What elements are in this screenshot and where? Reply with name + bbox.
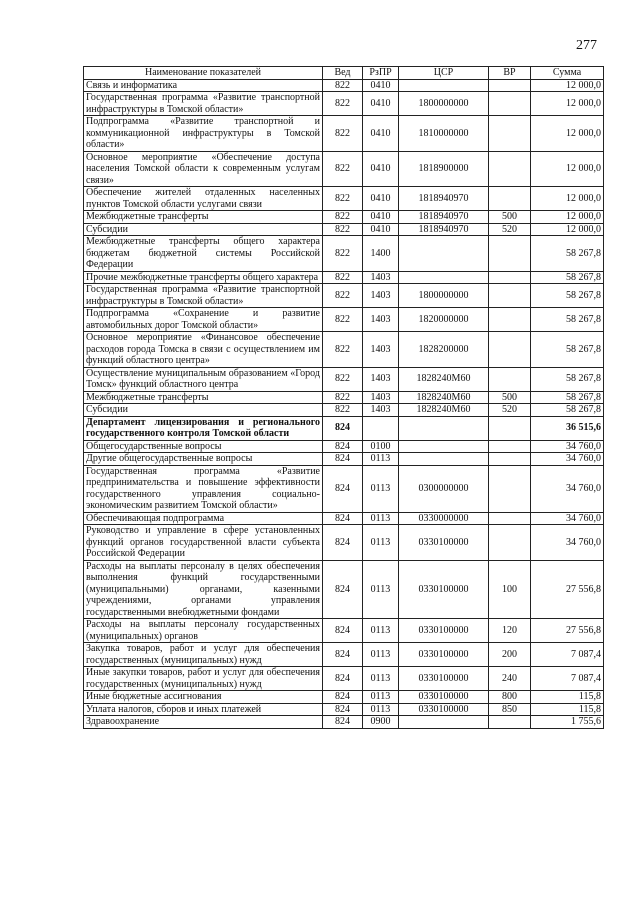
cell-vr bbox=[489, 512, 531, 525]
cell-ved: 824 bbox=[323, 667, 363, 691]
cell-csr: 1810000000 bbox=[399, 116, 489, 152]
cell-sum: 34 760,0 bbox=[531, 512, 604, 525]
cell-vr: 800 bbox=[489, 691, 531, 704]
cell-rzpr: 1403 bbox=[363, 367, 399, 391]
cell-rzpr: 0113 bbox=[363, 465, 399, 512]
cell-csr: 0330100000 bbox=[399, 643, 489, 667]
table-row bbox=[84, 560, 604, 619]
cell-sum: 12 000,0 bbox=[531, 187, 604, 211]
cell-vr bbox=[489, 416, 531, 440]
cell-csr: 1818940970 bbox=[399, 223, 489, 236]
cell-ved: 824 bbox=[323, 703, 363, 716]
table-header-row bbox=[84, 67, 604, 80]
cell-sum: 58 267,8 bbox=[531, 236, 604, 272]
cell-vr: 500 bbox=[489, 211, 531, 224]
table-row bbox=[84, 643, 604, 667]
cell-ved: 824 bbox=[323, 560, 363, 619]
cell-rzpr bbox=[363, 416, 399, 440]
cell-sum: 34 760,0 bbox=[531, 453, 604, 466]
cell-sum: 7 087,4 bbox=[531, 643, 604, 667]
table-row bbox=[84, 332, 604, 368]
cell-name: Государственная программа «Развитие предпринимательства и повышение эффективности государственного управления социально-экономическим развитием Томской области» bbox=[84, 465, 323, 512]
cell-name: Департамент лицензирования и регионального государственного контроля Томской области bbox=[84, 416, 323, 440]
cell-csr: 1800000000 bbox=[399, 284, 489, 308]
cell-sum: 58 267,8 bbox=[531, 391, 604, 404]
cell-csr bbox=[399, 453, 489, 466]
cell-rzpr: 0113 bbox=[363, 691, 399, 704]
cell-csr: 1818940970 bbox=[399, 187, 489, 211]
table-row bbox=[84, 236, 604, 272]
cell-sum: 12 000,0 bbox=[531, 223, 604, 236]
cell-sum: 12 000,0 bbox=[531, 92, 604, 116]
table-row bbox=[84, 79, 604, 92]
cell-rzpr: 0410 bbox=[363, 211, 399, 224]
cell-rzpr: 1403 bbox=[363, 308, 399, 332]
cell-sum: 34 760,0 bbox=[531, 440, 604, 453]
cell-name: Общегосударственные вопросы bbox=[84, 440, 323, 453]
cell-name: Связь и информатика bbox=[84, 79, 323, 92]
cell-rzpr: 0410 bbox=[363, 151, 399, 187]
cell-vr bbox=[489, 308, 531, 332]
cell-vr bbox=[489, 151, 531, 187]
cell-vr bbox=[489, 79, 531, 92]
cell-csr bbox=[399, 271, 489, 284]
cell-rzpr: 0410 bbox=[363, 223, 399, 236]
cell-ved: 822 bbox=[323, 92, 363, 116]
table-row bbox=[84, 512, 604, 525]
header-name: Наименование показателей bbox=[84, 67, 323, 80]
cell-csr: 0330100000 bbox=[399, 525, 489, 561]
cell-name: Субсидии bbox=[84, 223, 323, 236]
cell-csr bbox=[399, 716, 489, 729]
table-row bbox=[84, 211, 604, 224]
cell-sum: 36 515,6 bbox=[531, 416, 604, 440]
cell-ved: 824 bbox=[323, 453, 363, 466]
cell-vr bbox=[489, 92, 531, 116]
cell-rzpr: 0113 bbox=[363, 525, 399, 561]
cell-vr: 100 bbox=[489, 560, 531, 619]
cell-name: Обеспечение жителей отдаленных населенных пунктов Томской области услугами связи bbox=[84, 187, 323, 211]
cell-ved: 822 bbox=[323, 79, 363, 92]
cell-sum: 115,8 bbox=[531, 691, 604, 704]
cell-rzpr: 0113 bbox=[363, 643, 399, 667]
cell-csr: 0330100000 bbox=[399, 619, 489, 643]
cell-ved: 824 bbox=[323, 691, 363, 704]
table-row bbox=[84, 391, 604, 404]
cell-csr: 1828200000 bbox=[399, 332, 489, 368]
cell-vr: 120 bbox=[489, 619, 531, 643]
table-row bbox=[84, 525, 604, 561]
cell-sum: 27 556,8 bbox=[531, 560, 604, 619]
cell-sum: 12 000,0 bbox=[531, 211, 604, 224]
cell-ved: 822 bbox=[323, 284, 363, 308]
cell-name: Основное мероприятие «Финансовое обеспечение расходов города Томска в связи с осуществлением им функций областного центра» bbox=[84, 332, 323, 368]
cell-ved: 824 bbox=[323, 643, 363, 667]
table-row bbox=[84, 223, 604, 236]
cell-rzpr: 1403 bbox=[363, 284, 399, 308]
cell-ved: 822 bbox=[323, 236, 363, 272]
header-vr: ВР bbox=[489, 67, 531, 80]
cell-rzpr: 1403 bbox=[363, 271, 399, 284]
cell-vr bbox=[489, 367, 531, 391]
table-row bbox=[84, 187, 604, 211]
table-row bbox=[84, 716, 604, 729]
cell-name: Обеспечивающая подпрограмма bbox=[84, 512, 323, 525]
cell-ved: 824 bbox=[323, 465, 363, 512]
cell-sum: 34 760,0 bbox=[531, 525, 604, 561]
cell-rzpr: 0113 bbox=[363, 667, 399, 691]
cell-csr bbox=[399, 236, 489, 272]
cell-sum: 27 556,8 bbox=[531, 619, 604, 643]
cell-ved: 822 bbox=[323, 223, 363, 236]
cell-name: Межбюджетные трансферты общего характера бюджетам бюджетной системы Российской Федерации bbox=[84, 236, 323, 272]
cell-name: Основное мероприятие «Обеспечение доступа населения Томской области к современным услугам связи» bbox=[84, 151, 323, 187]
header-rzpr: РзПР bbox=[363, 67, 399, 80]
table-row bbox=[84, 691, 604, 704]
cell-ved: 824 bbox=[323, 716, 363, 729]
cell-sum: 1 755,6 bbox=[531, 716, 604, 729]
table-row bbox=[84, 667, 604, 691]
cell-ved: 822 bbox=[323, 151, 363, 187]
table-row bbox=[84, 619, 604, 643]
cell-rzpr: 1400 bbox=[363, 236, 399, 272]
table-body bbox=[84, 79, 604, 728]
cell-rzpr: 0113 bbox=[363, 703, 399, 716]
cell-vr bbox=[489, 187, 531, 211]
cell-csr: 0330100000 bbox=[399, 667, 489, 691]
cell-csr: 0330100000 bbox=[399, 691, 489, 704]
cell-name: Межбюджетные трансферты bbox=[84, 211, 323, 224]
cell-name: Осуществление муниципальным образованием «Город Томск» функций областного центра bbox=[84, 367, 323, 391]
cell-vr bbox=[489, 453, 531, 466]
cell-ved: 822 bbox=[323, 211, 363, 224]
cell-rzpr: 0410 bbox=[363, 187, 399, 211]
cell-ved: 822 bbox=[323, 308, 363, 332]
cell-rzpr: 0410 bbox=[363, 116, 399, 152]
cell-rzpr: 1403 bbox=[363, 404, 399, 417]
table-row bbox=[84, 151, 604, 187]
cell-rzpr: 1403 bbox=[363, 391, 399, 404]
cell-name: Здравоохранение bbox=[84, 716, 323, 729]
cell-ved: 822 bbox=[323, 367, 363, 391]
cell-sum: 58 267,8 bbox=[531, 271, 604, 284]
cell-ved: 822 bbox=[323, 404, 363, 417]
cell-vr bbox=[489, 440, 531, 453]
cell-rzpr: 0900 bbox=[363, 716, 399, 729]
cell-rzpr: 0113 bbox=[363, 560, 399, 619]
cell-name: Подпрограмма «Сохранение и развитие автомобильных дорог Томской области» bbox=[84, 308, 323, 332]
cell-name: Иные закупки товаров, работ и услуг для обеспечения государственных (муниципальных) нужд bbox=[84, 667, 323, 691]
header-sum: Сумма bbox=[531, 67, 604, 80]
cell-ved: 824 bbox=[323, 416, 363, 440]
budget-table bbox=[83, 66, 604, 729]
header-ved: Вед bbox=[323, 67, 363, 80]
cell-csr: 0330100000 bbox=[399, 560, 489, 619]
cell-name: Руководство и управление в сфере установленных функций органов государственной власти субъекта Российской Федерации bbox=[84, 525, 323, 561]
cell-vr bbox=[489, 236, 531, 272]
cell-ved: 824 bbox=[323, 512, 363, 525]
cell-name: Государственная программа «Развитие транспортной инфраструктуры в Томской области» bbox=[84, 92, 323, 116]
header-csr: ЦСР bbox=[399, 67, 489, 80]
cell-sum: 58 267,8 bbox=[531, 332, 604, 368]
cell-sum: 115,8 bbox=[531, 703, 604, 716]
table-row bbox=[84, 404, 604, 417]
cell-vr: 500 bbox=[489, 391, 531, 404]
cell-sum: 58 267,8 bbox=[531, 284, 604, 308]
cell-sum: 58 267,8 bbox=[531, 404, 604, 417]
cell-vr: 200 bbox=[489, 643, 531, 667]
cell-name: Межбюджетные трансферты bbox=[84, 391, 323, 404]
cell-ved: 822 bbox=[323, 116, 363, 152]
cell-name: Подпрограмма «Развитие транспортной и коммуникационной инфраструктуры в Томской области» bbox=[84, 116, 323, 152]
table-row bbox=[84, 308, 604, 332]
cell-csr: 1828240М60 bbox=[399, 404, 489, 417]
cell-csr: 1828240М60 bbox=[399, 367, 489, 391]
cell-vr bbox=[489, 716, 531, 729]
cell-vr bbox=[489, 332, 531, 368]
cell-vr: 240 bbox=[489, 667, 531, 691]
cell-sum: 12 000,0 bbox=[531, 79, 604, 92]
cell-rzpr: 0113 bbox=[363, 453, 399, 466]
table-row bbox=[84, 703, 604, 716]
page-number: 277 bbox=[576, 38, 597, 53]
cell-rzpr: 1403 bbox=[363, 332, 399, 368]
cell-ved: 822 bbox=[323, 187, 363, 211]
cell-rzpr: 0100 bbox=[363, 440, 399, 453]
cell-sum: 58 267,8 bbox=[531, 367, 604, 391]
cell-vr bbox=[489, 465, 531, 512]
cell-sum: 12 000,0 bbox=[531, 151, 604, 187]
cell-sum: 58 267,8 bbox=[531, 308, 604, 332]
cell-rzpr: 0113 bbox=[363, 512, 399, 525]
cell-csr: 1828240М60 bbox=[399, 391, 489, 404]
cell-vr: 850 bbox=[489, 703, 531, 716]
cell-sum: 34 760,0 bbox=[531, 465, 604, 512]
cell-csr: 0330100000 bbox=[399, 703, 489, 716]
cell-csr: 1818940970 bbox=[399, 211, 489, 224]
cell-vr bbox=[489, 271, 531, 284]
cell-rzpr: 0113 bbox=[363, 619, 399, 643]
cell-vr: 520 bbox=[489, 404, 531, 417]
cell-vr bbox=[489, 525, 531, 561]
cell-csr: 1800000000 bbox=[399, 92, 489, 116]
cell-sum: 12 000,0 bbox=[531, 116, 604, 152]
cell-csr: 0300000000 bbox=[399, 465, 489, 512]
cell-vr bbox=[489, 116, 531, 152]
cell-name: Субсидии bbox=[84, 404, 323, 417]
table-row bbox=[84, 367, 604, 391]
cell-vr bbox=[489, 284, 531, 308]
table-row bbox=[84, 284, 604, 308]
table-row bbox=[84, 92, 604, 116]
table-row bbox=[84, 416, 604, 440]
cell-ved: 822 bbox=[323, 391, 363, 404]
cell-name: Прочие межбюджетные трансферты общего характера bbox=[84, 271, 323, 284]
cell-rzpr: 0410 bbox=[363, 79, 399, 92]
table-row bbox=[84, 465, 604, 512]
cell-name: Расходы на выплаты персоналу государственных (муниципальных) органов bbox=[84, 619, 323, 643]
table-row bbox=[84, 116, 604, 152]
cell-csr: 1818900000 bbox=[399, 151, 489, 187]
table-row bbox=[84, 440, 604, 453]
cell-ved: 824 bbox=[323, 440, 363, 453]
cell-ved: 824 bbox=[323, 619, 363, 643]
cell-csr: 1820000000 bbox=[399, 308, 489, 332]
cell-name: Расходы на выплаты персоналу в целях обеспечения выполнения функций государственными (муниципальными) органами, казенными учреждениями, органами управления государственными внебюджетными фондами bbox=[84, 560, 323, 619]
cell-name: Государственная программа «Развитие транспортной инфраструктуры в Томской области» bbox=[84, 284, 323, 308]
cell-rzpr: 0410 bbox=[363, 92, 399, 116]
cell-csr bbox=[399, 440, 489, 453]
cell-name: Иные бюджетные ассигнования bbox=[84, 691, 323, 704]
cell-csr bbox=[399, 79, 489, 92]
cell-name: Закупка товаров, работ и услуг для обеспечения государственных (муниципальных) нужд bbox=[84, 643, 323, 667]
cell-name: Уплата налогов, сборов и иных платежей bbox=[84, 703, 323, 716]
cell-ved: 822 bbox=[323, 271, 363, 284]
cell-vr: 520 bbox=[489, 223, 531, 236]
cell-csr bbox=[399, 416, 489, 440]
cell-csr: 0330000000 bbox=[399, 512, 489, 525]
cell-ved: 824 bbox=[323, 525, 363, 561]
cell-name: Другие общегосударственные вопросы bbox=[84, 453, 323, 466]
table-row bbox=[84, 453, 604, 466]
cell-sum: 7 087,4 bbox=[531, 667, 604, 691]
table-row bbox=[84, 271, 604, 284]
cell-ved: 822 bbox=[323, 332, 363, 368]
